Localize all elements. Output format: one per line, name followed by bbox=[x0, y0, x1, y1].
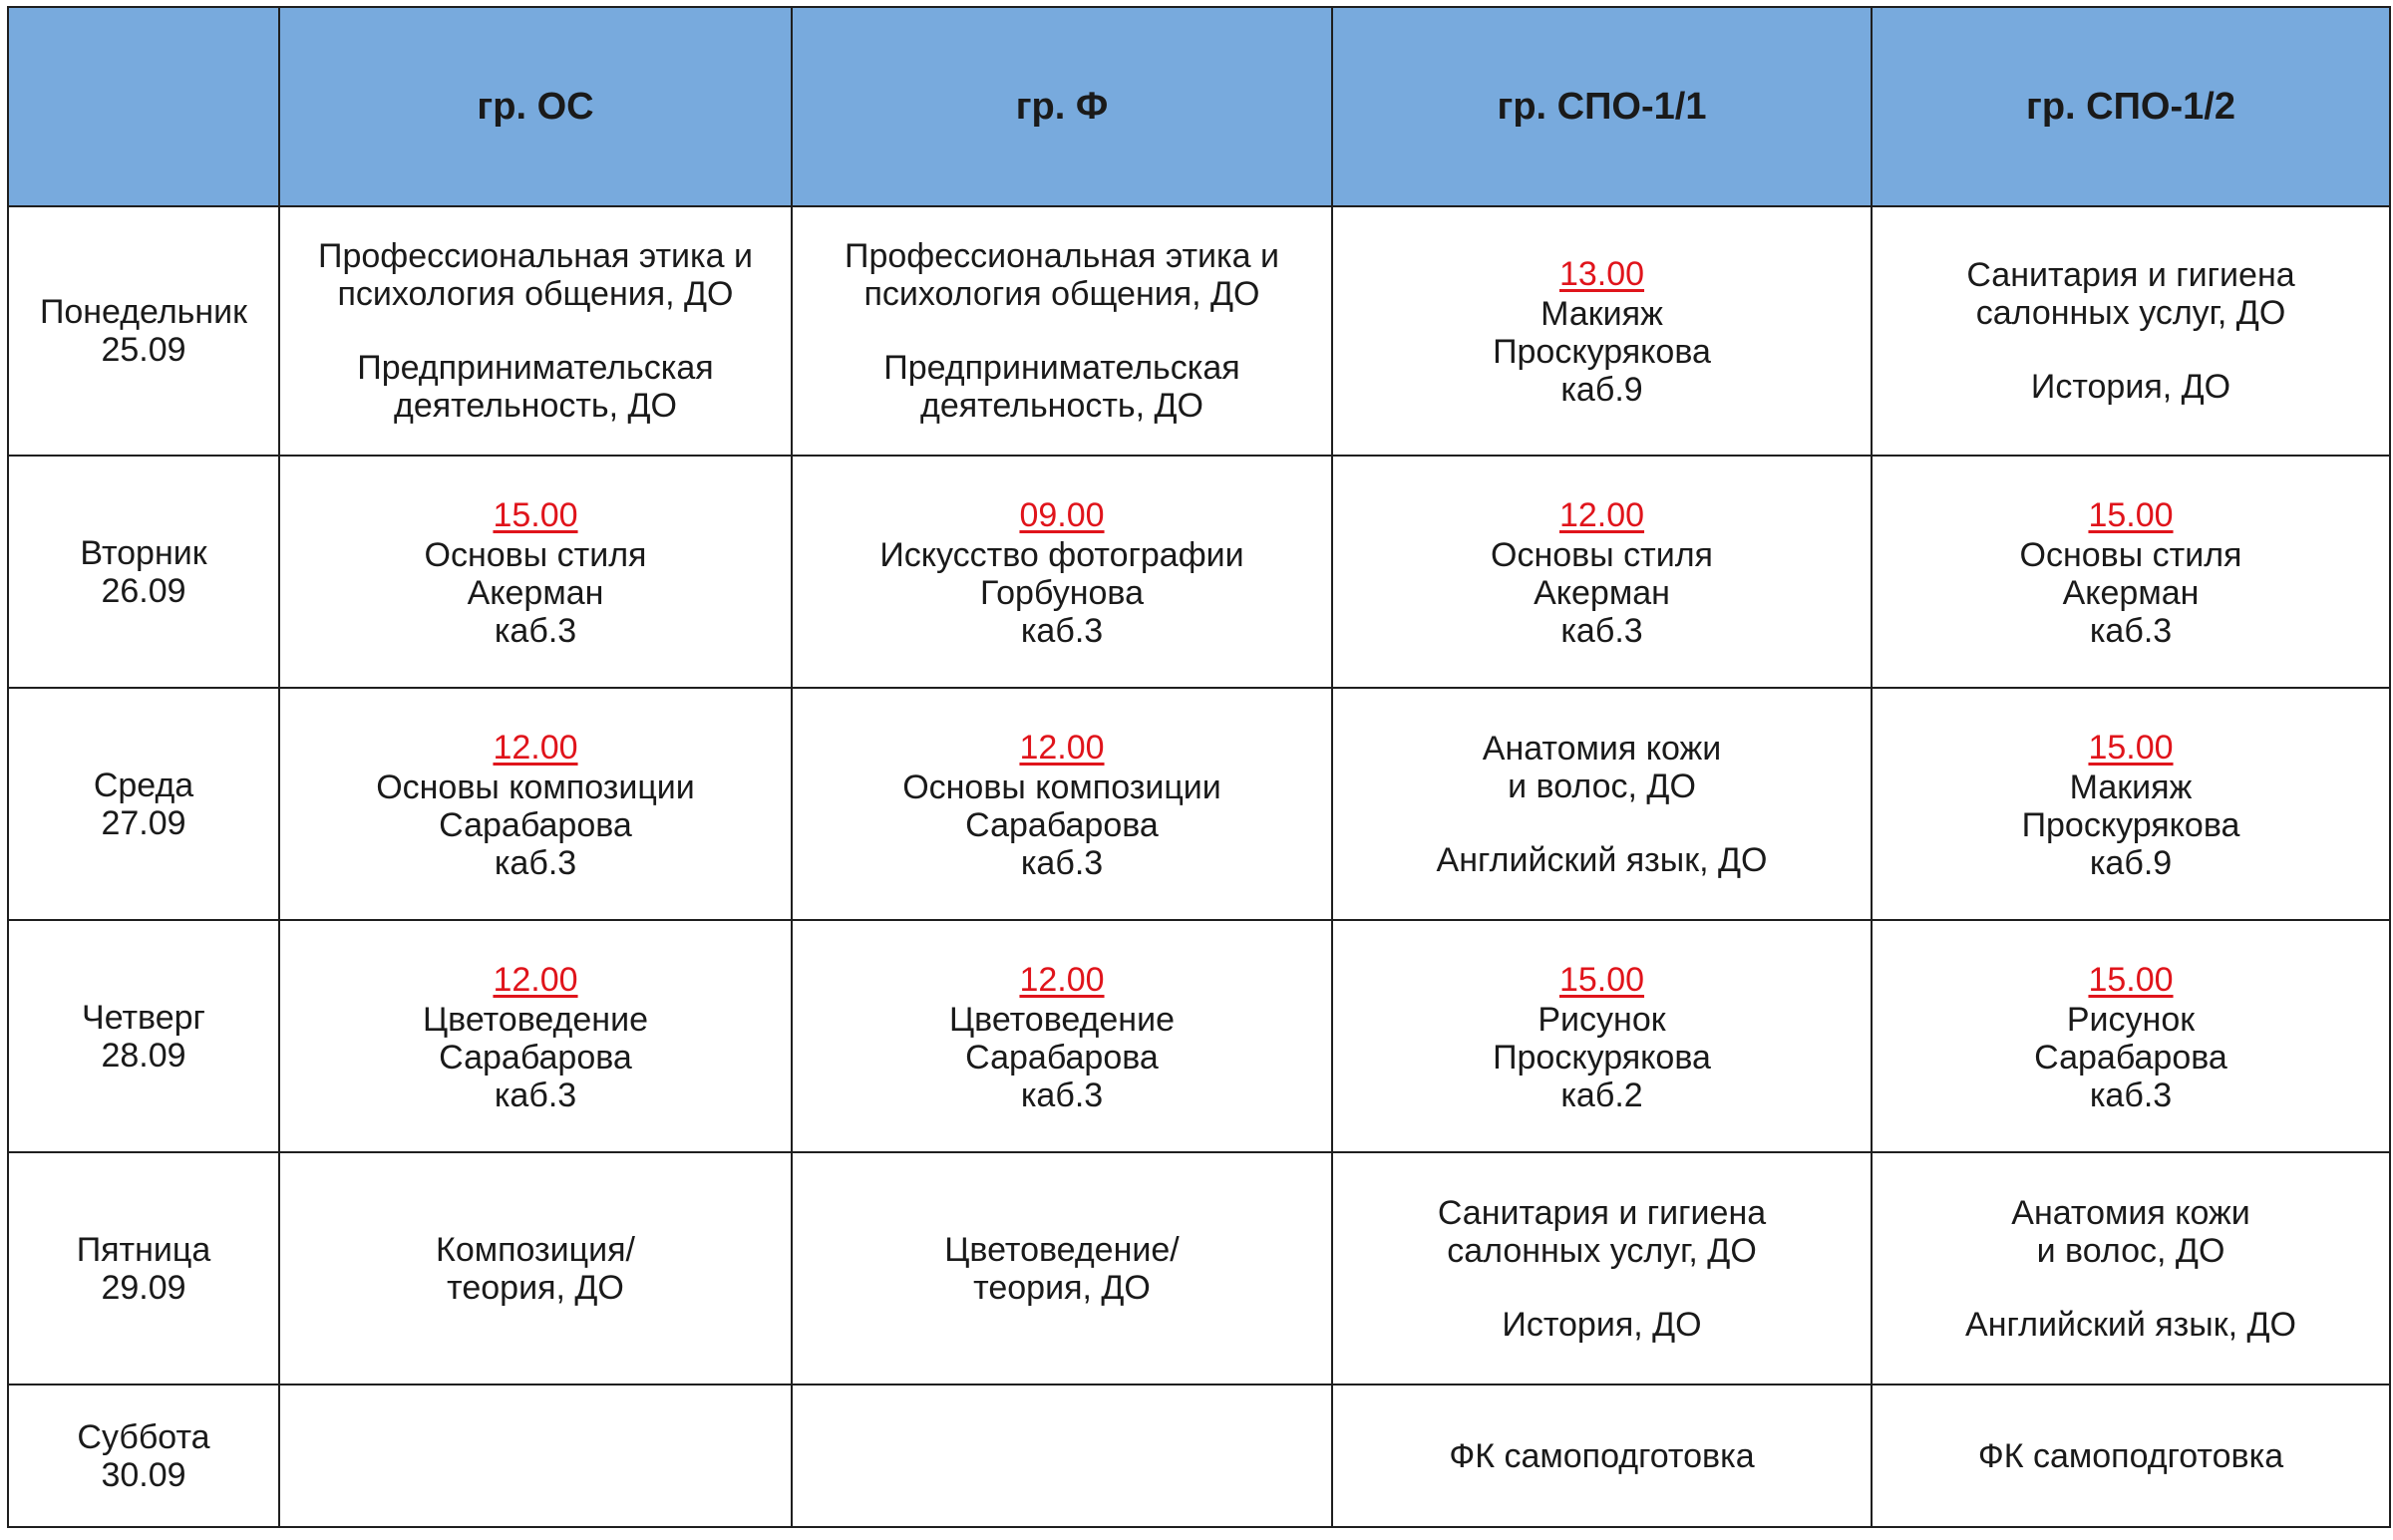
lesson-line: каб.3 bbox=[494, 1076, 577, 1114]
lesson-spacer bbox=[286, 313, 785, 349]
lesson-line: Акерман bbox=[467, 573, 604, 612]
lesson-cell bbox=[279, 1385, 792, 1527]
day-date: 30.09 bbox=[101, 1455, 186, 1494]
lesson-line: Проскурякова bbox=[1493, 333, 1711, 371]
lesson-time: 12.00 bbox=[493, 960, 578, 999]
lesson-time: 15.00 bbox=[2088, 728, 2174, 767]
lesson-time: 15.00 bbox=[2088, 495, 2174, 534]
lesson-line: Проскурякова bbox=[2021, 805, 2240, 844]
lesson-line: деятельность, ДО bbox=[393, 387, 678, 425]
lesson-cell bbox=[279, 920, 792, 1152]
lesson-line: деятельность, ДО bbox=[919, 387, 1204, 425]
day-cell bbox=[8, 456, 279, 688]
lesson-cell bbox=[1332, 206, 1872, 456]
lesson-spacer bbox=[1339, 1270, 1865, 1306]
lesson-line: Анатомия кожи bbox=[1482, 729, 1722, 768]
lesson-cell bbox=[792, 456, 1332, 688]
schedule-table bbox=[7, 6, 2391, 1528]
lesson-cell bbox=[792, 688, 1332, 920]
day-cell bbox=[8, 1152, 279, 1385]
lesson-cell bbox=[1872, 920, 2390, 1152]
lesson-line: Горбунова bbox=[980, 573, 1144, 612]
lesson-line: теория, ДО bbox=[447, 1268, 624, 1307]
lesson-cell bbox=[1332, 688, 1872, 920]
header-group: гр. ОС bbox=[279, 7, 792, 206]
lesson-line: Сарабарова bbox=[965, 1038, 1159, 1077]
day-date: 27.09 bbox=[101, 803, 186, 842]
lesson-line: каб.3 bbox=[494, 611, 577, 650]
lesson-line: Основы композиции bbox=[376, 768, 695, 806]
day-name: Пятница bbox=[76, 1230, 211, 1269]
lesson-line: Рисунок bbox=[2066, 1000, 2196, 1039]
day-cell bbox=[8, 688, 279, 920]
lesson-line: Цветоведение bbox=[949, 1000, 1175, 1039]
schedule-row bbox=[8, 1152, 2390, 1385]
lesson-cell bbox=[279, 1152, 792, 1385]
lesson-line: каб.3 bbox=[2089, 611, 2173, 650]
lesson-line: Профессиональная этика и bbox=[845, 237, 1279, 275]
lesson-line: ФК самоподготовка bbox=[1449, 1436, 1755, 1475]
lesson-line: Основы стиля bbox=[2019, 535, 2242, 574]
lesson-line: История, ДО bbox=[2030, 368, 2231, 406]
lesson-line: Сарабарова bbox=[439, 1038, 632, 1077]
day-name: Четверг bbox=[82, 998, 205, 1037]
lesson-line: Санитария и гигиена bbox=[1966, 256, 2295, 294]
lesson-line: Цветоведение bbox=[423, 1000, 648, 1039]
lesson-line: Акерман bbox=[1534, 573, 1670, 612]
schedule-row bbox=[8, 1385, 2390, 1527]
lesson-line: теория, ДО bbox=[973, 1268, 1151, 1307]
lesson-line: ФК самоподготовка bbox=[1977, 1436, 2284, 1475]
lesson-cell bbox=[1332, 1152, 1872, 1385]
lesson-line: История, ДО bbox=[1502, 1305, 1702, 1344]
schedule-row bbox=[8, 920, 2390, 1152]
lesson-line: каб.9 bbox=[2089, 843, 2173, 882]
lesson-cell bbox=[279, 688, 792, 920]
lesson-cell bbox=[1332, 456, 1872, 688]
lesson-time: 12.00 bbox=[1019, 960, 1105, 999]
lesson-line: каб.3 bbox=[494, 843, 577, 882]
header-group: гр. СПО-1/2 bbox=[1872, 7, 2390, 206]
lesson-time: 13.00 bbox=[1558, 255, 1645, 293]
lesson-spacer bbox=[1879, 332, 2383, 368]
lesson-line: Английский язык, ДО bbox=[1965, 1305, 2296, 1344]
lesson-line: Сарабарова bbox=[2034, 1038, 2227, 1077]
schedule-row bbox=[8, 206, 2390, 456]
day-cell bbox=[8, 206, 279, 456]
lesson-line: Основы стиля bbox=[424, 535, 647, 574]
lesson-time: 15.00 bbox=[1558, 960, 1645, 999]
day-date: 29.09 bbox=[101, 1268, 186, 1307]
lesson-spacer bbox=[1339, 805, 1865, 841]
lesson-line: Макияж bbox=[2069, 768, 2193, 806]
lesson-time: 15.00 bbox=[2088, 960, 2174, 999]
lesson-cell bbox=[792, 1385, 1332, 1527]
lesson-cell bbox=[279, 206, 792, 456]
lesson-cell bbox=[1872, 206, 2390, 456]
lesson-line: Цветоведение/ bbox=[944, 1230, 1180, 1269]
lesson-line: Основы композиции bbox=[902, 768, 1221, 806]
day-name: Суббота bbox=[77, 1417, 210, 1456]
day-date: 25.09 bbox=[101, 331, 186, 369]
lesson-cell bbox=[1872, 456, 2390, 688]
lesson-line: Предпринимательская bbox=[357, 349, 714, 387]
lesson-line: психология общения, ДО bbox=[863, 275, 1260, 313]
lesson-line: Сарабарова bbox=[965, 805, 1159, 844]
lesson-line: и волос, ДО bbox=[2036, 1231, 2225, 1270]
lesson-line: и волос, ДО bbox=[1508, 767, 1696, 805]
lesson-line: салонных услуг, ДО bbox=[1975, 294, 2286, 332]
lesson-cell bbox=[1872, 688, 2390, 920]
lesson-cell bbox=[792, 1152, 1332, 1385]
schedule-row bbox=[8, 688, 2390, 920]
lesson-line: Анатомия кожи bbox=[2011, 1193, 2250, 1232]
lesson-line: психология общения, ДО bbox=[337, 275, 734, 313]
lesson-line: Макияж bbox=[1540, 295, 1663, 333]
lesson-line: Профессиональная этика и bbox=[318, 237, 753, 275]
lesson-cell bbox=[1872, 1385, 2390, 1527]
header-group: гр. Ф bbox=[792, 7, 1332, 206]
lesson-line: Предпринимательская bbox=[883, 349, 1240, 387]
lesson-time: 12.00 bbox=[1019, 728, 1105, 767]
lesson-line: каб.9 bbox=[1560, 371, 1643, 409]
lesson-line: салонных услуг, ДО bbox=[1447, 1231, 1757, 1270]
lesson-spacer bbox=[799, 313, 1325, 349]
lesson-line: каб.3 bbox=[1020, 1076, 1104, 1114]
header-corner bbox=[8, 7, 279, 206]
day-cell bbox=[8, 920, 279, 1152]
day-date: 26.09 bbox=[101, 571, 186, 610]
header-group: гр. СПО-1/1 bbox=[1332, 7, 1872, 206]
lesson-cell bbox=[792, 920, 1332, 1152]
lesson-line: Композиция/ bbox=[436, 1230, 635, 1269]
lesson-line: Сарабарова bbox=[439, 805, 632, 844]
day-date: 28.09 bbox=[101, 1036, 186, 1075]
header-row bbox=[8, 7, 2390, 206]
lesson-cell bbox=[1872, 1152, 2390, 1385]
lesson-time: 12.00 bbox=[493, 728, 578, 767]
lesson-time: 09.00 bbox=[1019, 495, 1105, 534]
lesson-line: Рисунок bbox=[1538, 1000, 1666, 1039]
lesson-cell bbox=[1332, 1385, 1872, 1527]
lesson-line: Основы стиля bbox=[1491, 535, 1713, 574]
lesson-cell bbox=[279, 456, 792, 688]
lesson-time: 12.00 bbox=[1558, 495, 1645, 534]
day-name: Среда bbox=[93, 766, 194, 804]
lesson-line: Санитария и гигиена bbox=[1437, 1193, 1767, 1232]
lesson-line: каб.2 bbox=[1560, 1076, 1643, 1114]
lesson-line: Акерман bbox=[2062, 573, 2200, 612]
lesson-spacer bbox=[1879, 1270, 2383, 1306]
schedule-row bbox=[8, 456, 2390, 688]
day-name: Понедельник bbox=[39, 293, 248, 331]
lesson-line: каб.3 bbox=[1020, 843, 1104, 882]
lesson-line: Английский язык, ДО bbox=[1436, 840, 1768, 879]
lesson-line: каб.3 bbox=[1020, 611, 1104, 650]
lesson-cell bbox=[1332, 920, 1872, 1152]
day-name: Вторник bbox=[80, 533, 207, 572]
lesson-line: каб.3 bbox=[2089, 1076, 2173, 1114]
lesson-line: Проскурякова bbox=[1493, 1038, 1711, 1077]
lesson-line: каб.3 bbox=[1560, 611, 1643, 650]
lesson-cell bbox=[792, 206, 1332, 456]
lesson-time: 15.00 bbox=[493, 495, 578, 534]
lesson-line: Искусство фотографии bbox=[879, 535, 1244, 574]
day-cell bbox=[8, 1385, 279, 1527]
